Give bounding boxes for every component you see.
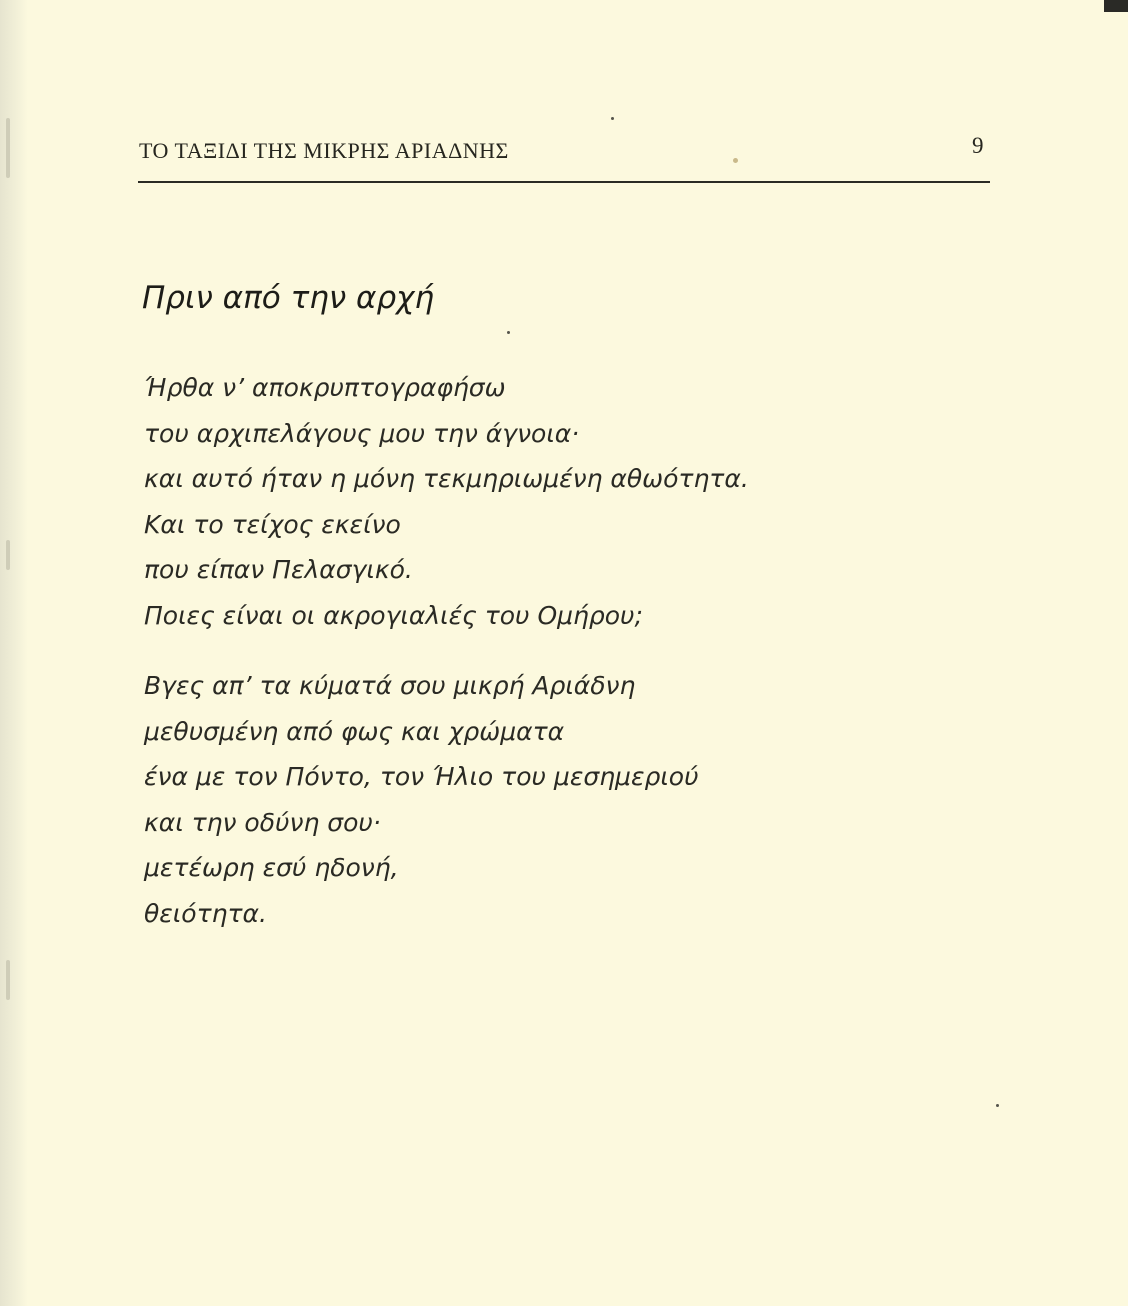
scan-corner bbox=[1104, 0, 1128, 12]
paper-speck bbox=[611, 117, 614, 120]
poem-title: Πριν από την αρχή bbox=[142, 280, 435, 316]
scan-edge-shadow bbox=[0, 0, 28, 1306]
page-number: 9 bbox=[972, 133, 984, 158]
poem-line: και αυτό ήταν η μόνη τεκμηριωμένη αθωότητα. bbox=[144, 464, 749, 493]
poem-line: Και το τείχος εκείνο bbox=[144, 509, 401, 539]
paper-speck bbox=[733, 158, 738, 163]
stanza-1 bbox=[144, 365, 749, 638]
edge-mark bbox=[6, 118, 10, 178]
poem-line: του αρχιπελάγους μου την άγνοια· bbox=[144, 418, 580, 448]
edge-mark bbox=[6, 540, 10, 570]
poem-line: Ποιες είναι οι ακρογιαλιές του Ομήρου; bbox=[144, 600, 643, 630]
stanza-2 bbox=[144, 663, 699, 936]
poem-line: ένα με τον Πόντο, τον Ήλιο του μεσημεριού bbox=[144, 762, 699, 791]
poem-line: θειότητα. bbox=[144, 898, 267, 928]
poem-line: μεθυσμένη από φως και χρώματα bbox=[144, 716, 565, 746]
poem-line: Βγες απ’ τα κύματά σου μικρή Αριάδνη bbox=[144, 671, 636, 700]
poem-line: που είπαν Πελασγικό. bbox=[144, 555, 413, 584]
running-header-title: ΤΟ ΤΑΞΙΔΙ ΤΗΣ ΜΙΚΡΗΣ ΑΡΙΑΔΝΗΣ bbox=[139, 138, 509, 163]
poem-line: μετέωρη εσύ ηδονή, bbox=[144, 853, 399, 882]
header-rule bbox=[138, 181, 990, 183]
paper-speck bbox=[996, 1104, 999, 1107]
edge-mark bbox=[6, 960, 10, 1000]
poem-line: και την οδύνη σου· bbox=[144, 807, 381, 837]
paper-speck bbox=[507, 331, 510, 334]
poem-line: Ήρθα ν’ αποκρυπτογραφήσω bbox=[144, 373, 506, 402]
